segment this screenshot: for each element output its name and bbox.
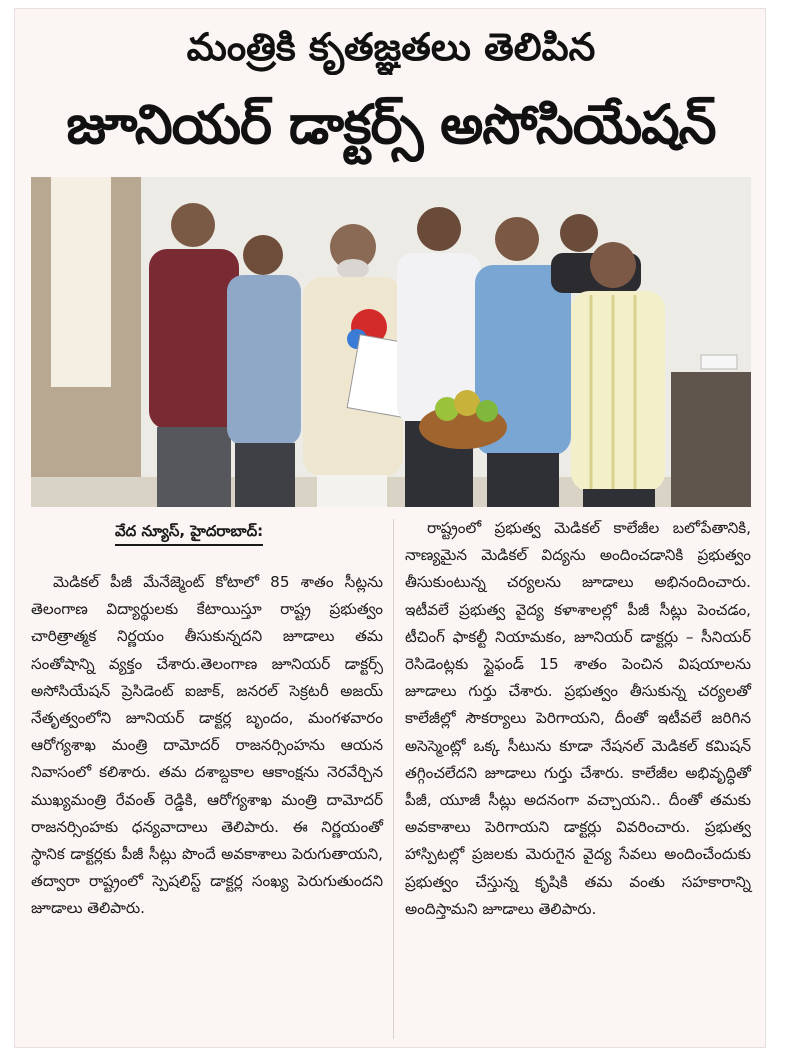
- group-photo-icon: [31, 177, 751, 507]
- sofa: [671, 372, 751, 507]
- article-paragraph-left: మెడికల్ పీజీ మేనేజ్మెంట్ కోటాలో 85 శాతం సీట్లను తెలంగాణ విద్యార్థులకు కేటాయిస్తూ రాష్ట్ర ప్రభుత్వం చారిత్రాత్మక నిర్ణయం తీసుకున్నదని జూడాలు తమ సంతోషాన్ని వ్యక్తం చేశారు.తెలంగాణ జూనియర్ డాక్టర్స్ అసోసియేషన్ ప్రెసిడెంట్ ఐజాక్, జనరల్ సెక్రటరీ అజయ్ నేతృత్వంలోని జూనియర్ డాక్టర్ల బృందం, మంగళవారం ఆరోగ్యశాఖ మంత్రి దామోదర్ రాజనర్సింహను ఆయన నివాసంలో కలిశారు. తమ దశాబ్దకాల ఆకాంక్షను నెరవేర్చిన ముఖ్యమంత్రి రేవంత్ రెడ్డికి, ఆరోగ్యశాఖ మంత్రి దామోదర్ రాజనర్సింహకు ధన్యవాదాలు తెలిపారు. ఈ నిర్ణయంతో స్థానిక డాక్టర్లకు పీజీ సీట్లు పొందే అవకాశాలు పెరుగుతాయని, తద్వారా రాష్ట్రంలో స్పెషలిస్ట్ డాక్టర్ల సంఖ్య పెరుగుతుందని జూడాలు తెలిపారు.: [31, 573, 383, 918]
- window-light: [51, 177, 111, 387]
- article-paragraph-right: రాష్ట్రంలో ప్రభుత్వ మెడికల్ కాలేజీల బలోపేతానికి, నాణ్యమైన మెడికల్ విద్యను అందించడానికి ప్రభుత్వం తీసుకుంటున్న చర్యలను జూడాలు అభినందించారు. ఇటీవలే ప్రభుత్వ వైద్య కళాశాలల్లో పీజీ సీట్లు పెంచడం, టీచింగ్ ఫాకల్టీ నియామకం, జూనియర్ డాక్టర్లు – సీనియర్ రెసిడెంట్లకు స్టైఫండ్ 15 శాతం పెంచిన విషయాలను జూడాలు గుర్తు చేశారు. ప్రభుత్వం తీసుకున్న చర్యలతో కాలేజీల్లో సౌకర్యాలు పెరిగాయని, దీంతో ఇటీవలే జరిగిన అసెస్మెంట్లో ఒక్క సీటును కూడా నేషనల్ మెడికల్ కమిషన్ తగ్గించలేదని జూడాలు గుర్తు చేశారు. కాలేజీల అభివృద్ధితో పీజీ, యూజీ సీట్లు అదనంగా వచ్చాయని.. దీంతో తమకు అవకాశాలు పెరిగాయని డాక్టర్లు వివరించారు. ప్రభుత్వ హాస్పిటల్లో ప్రజలకు మెరుగైన వైద్య సేవలు అందించేందుకు ప్రభుత్వం చేస్తున్న కృషికి తమ వంతు సహకారాన్ని అందిస్తామని జూడాలు తెలిపారు.: [405, 519, 751, 918]
- switch-board: [701, 355, 737, 369]
- newspaper-clipping: [14, 8, 766, 1048]
- headline-line-1: మంత్రికి కృతజ్ఞతలు తెలిపిన: [186, 25, 596, 69]
- headline-line-2: జూనియర్ డాక్టర్స్ అసోసియేషన్: [66, 93, 716, 156]
- column-divider: [393, 519, 394, 1039]
- byline: వేద న్యూస్, హైదరాబాద్:: [115, 520, 263, 546]
- article-column-left: [31, 569, 383, 923]
- group-photo: [31, 177, 751, 507]
- person-2: [227, 235, 301, 507]
- article-column-right: [405, 515, 751, 923]
